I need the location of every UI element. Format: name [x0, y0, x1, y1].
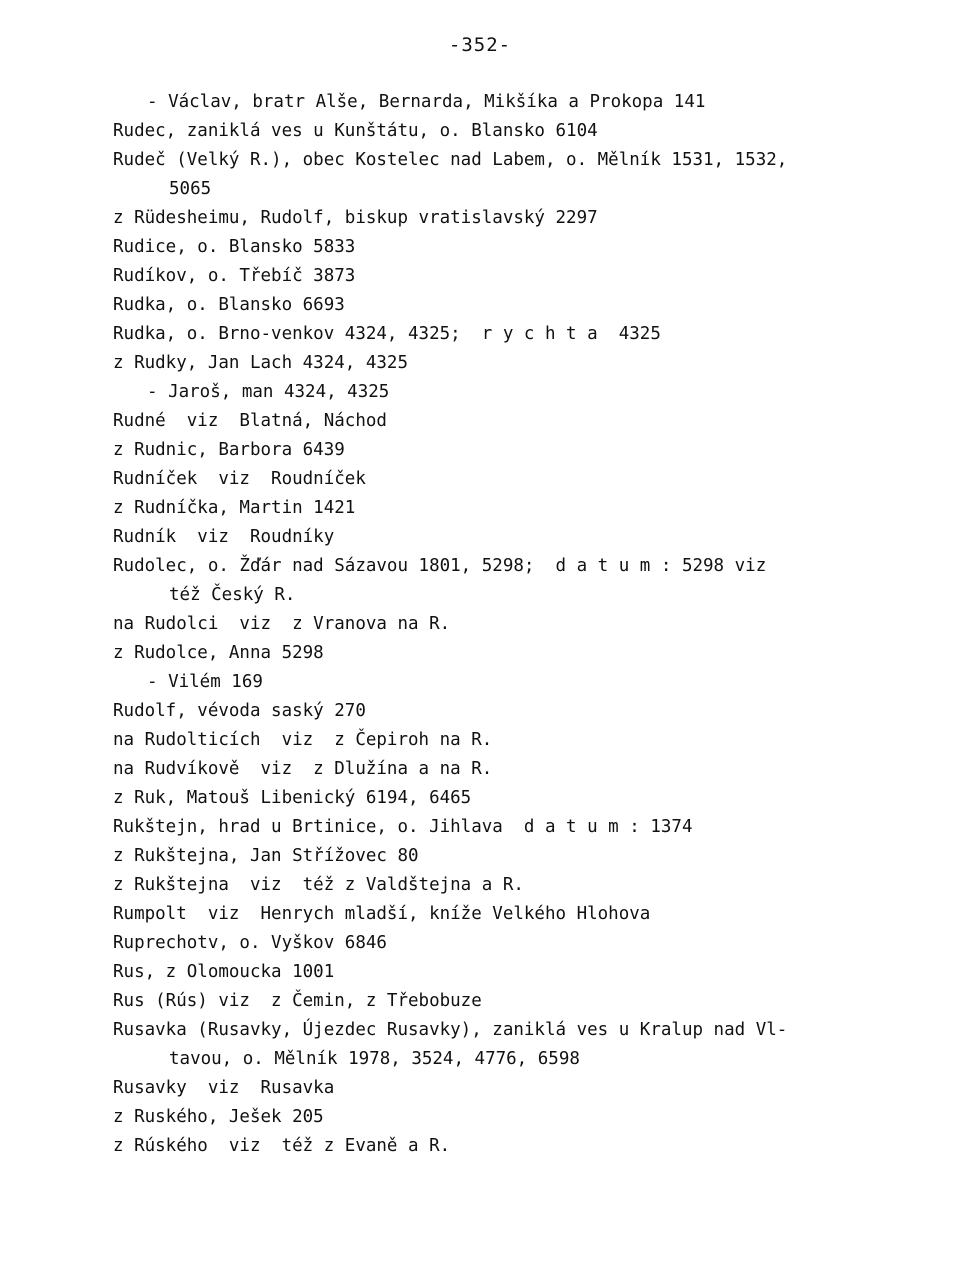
index-entry: Rudeč (Velký R.), obec Kostelec nad Labem, o. Mělník 1531, 1532,	[113, 150, 788, 170]
index-entry: z Rüdesheimu, Rudolf, biskup vratislavský 2297	[113, 208, 598, 228]
index-entry-continuation: 5065	[169, 179, 212, 199]
index-entry: na Rudolci viz z Vranova na R.	[113, 614, 451, 634]
index-entry: Rudíkov, o. Třebíč 3873	[113, 266, 356, 286]
index-entry: Rus (Rús) viz z Čemin, z Třebobuze	[113, 991, 482, 1011]
page-number: -352-	[448, 34, 512, 56]
index-entry: Rumpolt viz Henrych mladší, kníže Velkého Hlohova	[113, 904, 651, 924]
index-entry: z Rúského viz též z Evaně a R.	[113, 1136, 451, 1156]
index-entry: Rudka, o. Blansko 6693	[113, 295, 345, 315]
index-subentry: - Jaroš, man 4324, 4325	[147, 382, 390, 402]
index-list	[113, 88, 893, 1161]
index-entry: z Rukštejna viz též z Valdštejna a R.	[113, 875, 524, 895]
index-entry: z Rudky, Jan Lach 4324, 4325	[113, 353, 409, 373]
index-entry: z Rudníčka, Martin 1421	[113, 498, 356, 518]
index-entry: Rudné viz Blatná, Náchod	[113, 411, 387, 431]
index-entry: Rusavka (Rusavky, Újezdec Rusavky), zaniklá ves u Kralup nad Vl-	[113, 1020, 788, 1040]
index-entry: Rudník viz Roudníky	[113, 527, 335, 547]
index-entry: Rus, z Olomoucka 1001	[113, 962, 335, 982]
index-entry: z Rudolce, Anna 5298	[113, 643, 324, 663]
index-entry-continuation: tavou, o. Mělník 1978, 3524, 4776, 6598	[169, 1049, 580, 1069]
index-entry: z Ruského, Ješek 205	[113, 1107, 324, 1127]
index-entry: Rusavky viz Rusavka	[113, 1078, 335, 1098]
index-subentry: - Vilém 169	[147, 672, 263, 692]
index-entry: Rudníček viz Roudníček	[113, 469, 366, 489]
index-subentry: - Václav, bratr Alše, Bernarda, Mikšíka a Prokopa 141	[147, 92, 706, 112]
index-entry: na Rudvíkově viz z Dlužína a na R.	[113, 759, 493, 779]
index-entry: Rudolec, o. Žďár nad Sázavou 1801, 5298; d a t u m : 5298 viz	[113, 556, 767, 576]
index-entry: Rudolf, vévoda saský 270	[113, 701, 366, 721]
index-entry: Rudice, o. Blansko 5833	[113, 237, 356, 257]
index-entry: z Ruk, Matouš Libenický 6194, 6465	[113, 788, 472, 808]
index-entry: Rukštejn, hrad u Brtinice, o. Jihlava d a t u m : 1374	[113, 817, 693, 837]
index-entry: z Rudnic, Barbora 6439	[113, 440, 345, 460]
index-entry: Ruprechotv, o. Vyškov 6846	[113, 933, 387, 953]
index-entry-continuation: též Český R.	[169, 585, 296, 605]
index-entry: z Rukštejna, Jan Střížovec 80	[113, 846, 419, 866]
index-entry: Rudec, zaniklá ves u Kunštátu, o. Blansko 6104	[113, 121, 598, 141]
index-entry: na Rudolticích viz z Čepiroh na R.	[113, 730, 493, 750]
index-entry: Rudka, o. Brno-venkov 4324, 4325; r y c h t a 4325	[113, 324, 661, 344]
